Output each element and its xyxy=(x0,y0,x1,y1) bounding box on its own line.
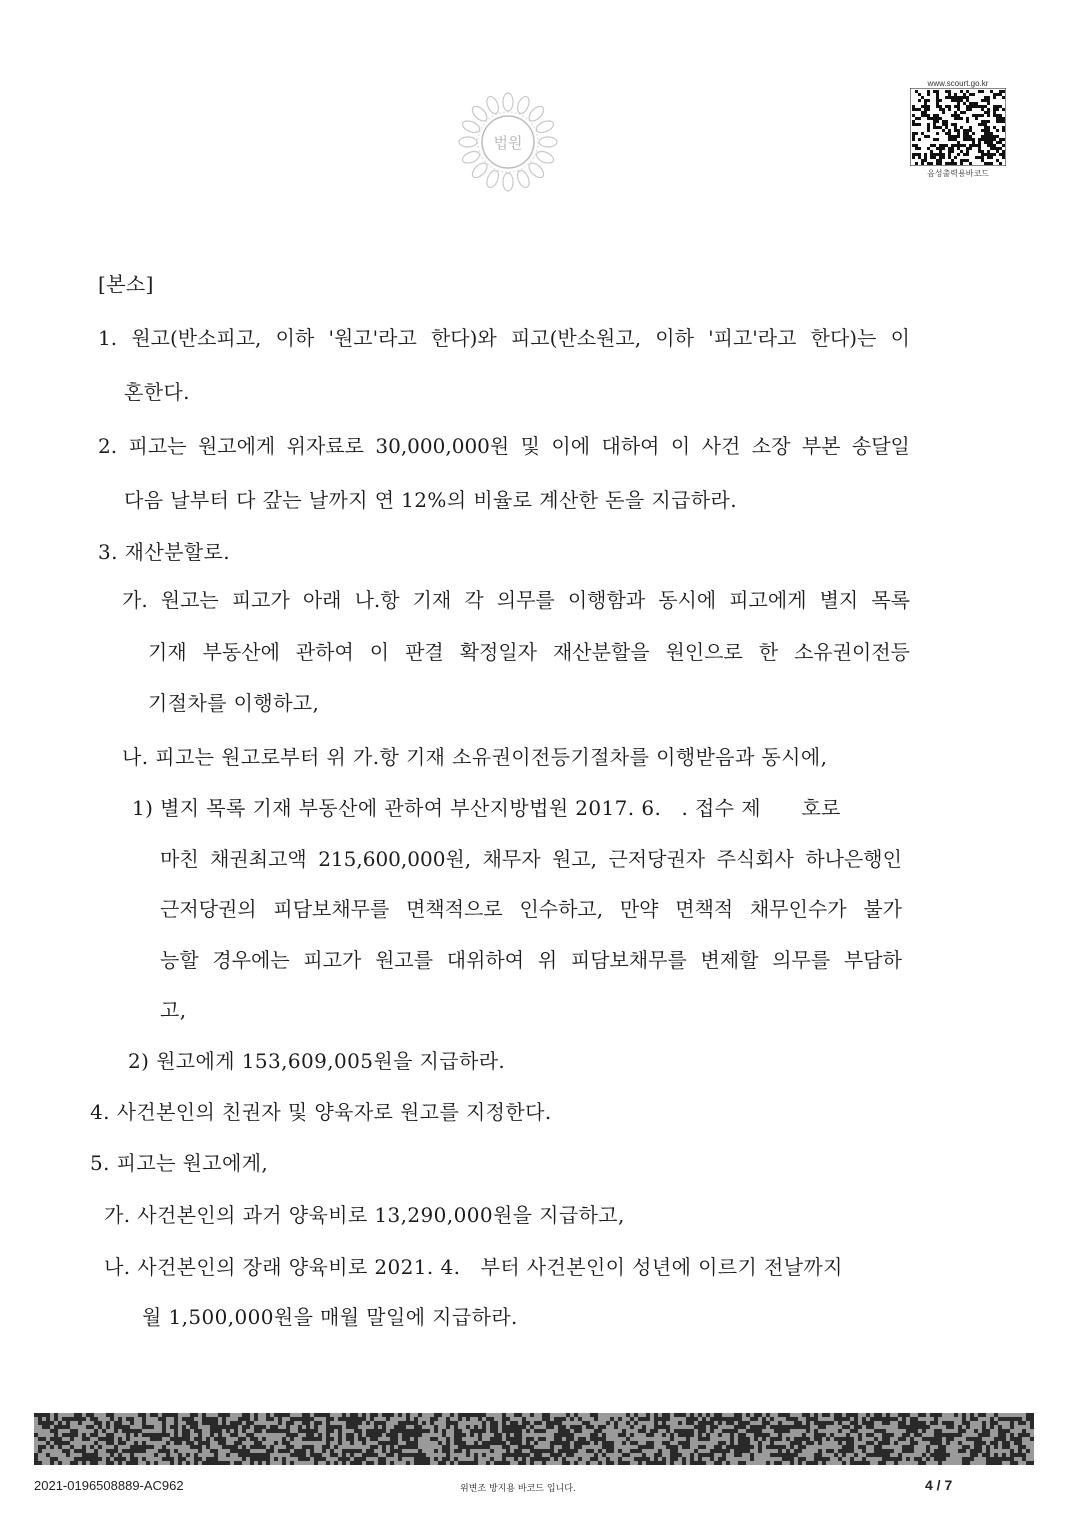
word: 면책적으로 xyxy=(406,897,503,921)
word: 근저당권자 xyxy=(608,847,706,871)
word: 원고, xyxy=(552,847,598,871)
anti-forgery-barcode xyxy=(34,1413,1034,1465)
word: 원인으로 xyxy=(665,640,743,664)
word: 원고에게 xyxy=(197,434,276,458)
word: 의무를 xyxy=(496,588,555,612)
word: 판결 xyxy=(405,640,444,664)
qr-url: www.scourt.go.kr xyxy=(927,79,989,88)
word: 관하여 xyxy=(295,640,354,664)
word: 215,600,000원, xyxy=(318,847,472,871)
page-number: 4 / 7 xyxy=(925,1477,953,1493)
word: 30,000,000원 xyxy=(375,434,510,458)
item-3b1-line-2 xyxy=(160,847,902,871)
word: 피고에게 xyxy=(729,588,807,612)
word: 채무자 xyxy=(482,847,541,871)
word: 이하 xyxy=(655,326,694,350)
word: 목록 xyxy=(871,588,910,612)
section-heading: [본소] xyxy=(98,272,154,296)
item-3a-line-3: 기절차를 이행하고, xyxy=(148,691,320,715)
item-3b2: 2) 원고에게 153,609,005원을 지급하라. xyxy=(128,1049,506,1073)
word: 주식회사 xyxy=(716,847,794,871)
word: 피고가 xyxy=(231,588,290,612)
item-3b1-line-3 xyxy=(160,897,902,921)
word: 채권최고액 xyxy=(210,847,307,871)
document-id: 2021-0196508889-AC962 xyxy=(34,1478,184,1493)
word: 의무를 xyxy=(772,948,831,972)
word: '원고'라고 xyxy=(328,326,417,350)
barcode-note: 위변조 방지용 바코드 입니다. xyxy=(460,1484,576,1494)
word: 한 xyxy=(758,640,779,664)
word: 확정일자 xyxy=(459,640,537,664)
word: 부본 xyxy=(801,434,841,458)
word: 소유권이전등 xyxy=(794,640,910,664)
court-seal-text: 법원 xyxy=(493,134,523,152)
word: 변제할 xyxy=(700,948,759,972)
qr-caption: 음성출력용바코드 xyxy=(927,169,989,178)
word: 나.항 xyxy=(354,588,400,612)
word: 위자료로 xyxy=(286,434,364,458)
word: 인수하고, xyxy=(519,897,604,921)
court-seal xyxy=(452,86,564,192)
word: 및 xyxy=(520,434,540,458)
word: 능할 xyxy=(160,948,199,972)
item-3a-line-1 xyxy=(122,588,910,612)
item-1-line-1 xyxy=(98,326,910,350)
word: 한다)는 xyxy=(810,326,877,350)
item-5b-line-2: 월 1,500,000원을 매월 말일에 지급하라. xyxy=(142,1305,518,1329)
word: 각 xyxy=(464,588,484,612)
word: 위 xyxy=(537,948,558,972)
word: 송달일 xyxy=(851,434,910,458)
word: 만약 xyxy=(619,897,659,921)
word: 동시에 xyxy=(658,588,717,612)
word: 2. xyxy=(98,434,118,458)
word: 부담하 xyxy=(843,948,902,972)
word: 별지 xyxy=(819,588,859,612)
word: 근저당권의 xyxy=(160,897,257,921)
item-4: 4. 사건본인의 친권자 및 양육자로 원고를 지정한다. xyxy=(90,1100,552,1124)
item-3b1-line-4 xyxy=(160,948,902,972)
word: 아래 xyxy=(302,588,342,612)
word: 대위하여 xyxy=(446,948,525,972)
word: 채무인수가 xyxy=(749,897,847,921)
word: 이하 xyxy=(275,326,315,350)
word: 피고는 xyxy=(128,434,187,458)
word: 경우에는 xyxy=(212,948,290,972)
item-5b-line-1: 나. 사건본인의 장래 양육비로 2021. 4. 부터 사건본인이 성년에 이르기 전날까지 xyxy=(104,1255,843,1279)
word: 사건 xyxy=(701,434,741,458)
item-1-line-2: 혼한다. xyxy=(124,380,190,404)
word: 원고는 xyxy=(160,588,219,612)
item-2-line-2: 다음 날부터 다 갚는 날까지 연 12%의 비율로 계산한 돈을 지급하라. xyxy=(124,488,737,512)
word: 기재 xyxy=(412,588,452,612)
word: 피담보채무를 xyxy=(273,897,390,921)
item-5: 5. 피고는 원고에게, xyxy=(90,1151,269,1175)
word: 면책적 xyxy=(675,897,734,921)
word: 재산분할을 xyxy=(552,640,650,664)
word: 부동산에 xyxy=(202,640,280,664)
word: 원고(반소피고, xyxy=(131,326,262,350)
item-3b1-line-5: 고, xyxy=(160,998,187,1022)
item-5a: 가. 사건본인의 과거 양육비로 13,290,000원을 지급하고, xyxy=(104,1203,625,1227)
word: 소장 xyxy=(751,434,791,458)
word: 가. xyxy=(122,588,148,612)
word: 이 xyxy=(670,434,691,458)
word: 이 xyxy=(890,326,910,350)
word: 피고(반소원고, xyxy=(510,326,642,350)
word: 대하여 xyxy=(601,434,660,458)
qr-code xyxy=(910,88,1006,166)
item-3b: 나. 피고는 원고로부터 위 가.항 기재 소유권이전등기절차를 이행받음과 동시에, xyxy=(122,745,828,769)
word: 피고가 xyxy=(303,948,362,972)
word: '피고'라고 xyxy=(708,326,797,350)
item-3b1-line-1: 1) 별지 목록 기재 부동산에 관하여 부산지방법원 2017. 6. . 접수 제 호로 xyxy=(132,796,841,820)
item-3: 3. 재산분할로. xyxy=(98,540,230,564)
word: 하나은행인 xyxy=(805,847,902,871)
word: 1. xyxy=(98,326,118,350)
word: 한다)와 xyxy=(430,326,497,350)
word: 마친 xyxy=(160,847,199,871)
word: 피담보채무를 xyxy=(570,948,687,972)
word: 기재 xyxy=(148,640,187,664)
word: 이 xyxy=(369,640,390,664)
word: 이에 xyxy=(551,434,591,458)
word: 원고를 xyxy=(375,948,434,972)
item-2-line-1 xyxy=(98,434,910,458)
item-3a-line-2 xyxy=(148,640,910,664)
word: 불가 xyxy=(863,897,902,921)
word: 이행함과 xyxy=(567,588,646,612)
